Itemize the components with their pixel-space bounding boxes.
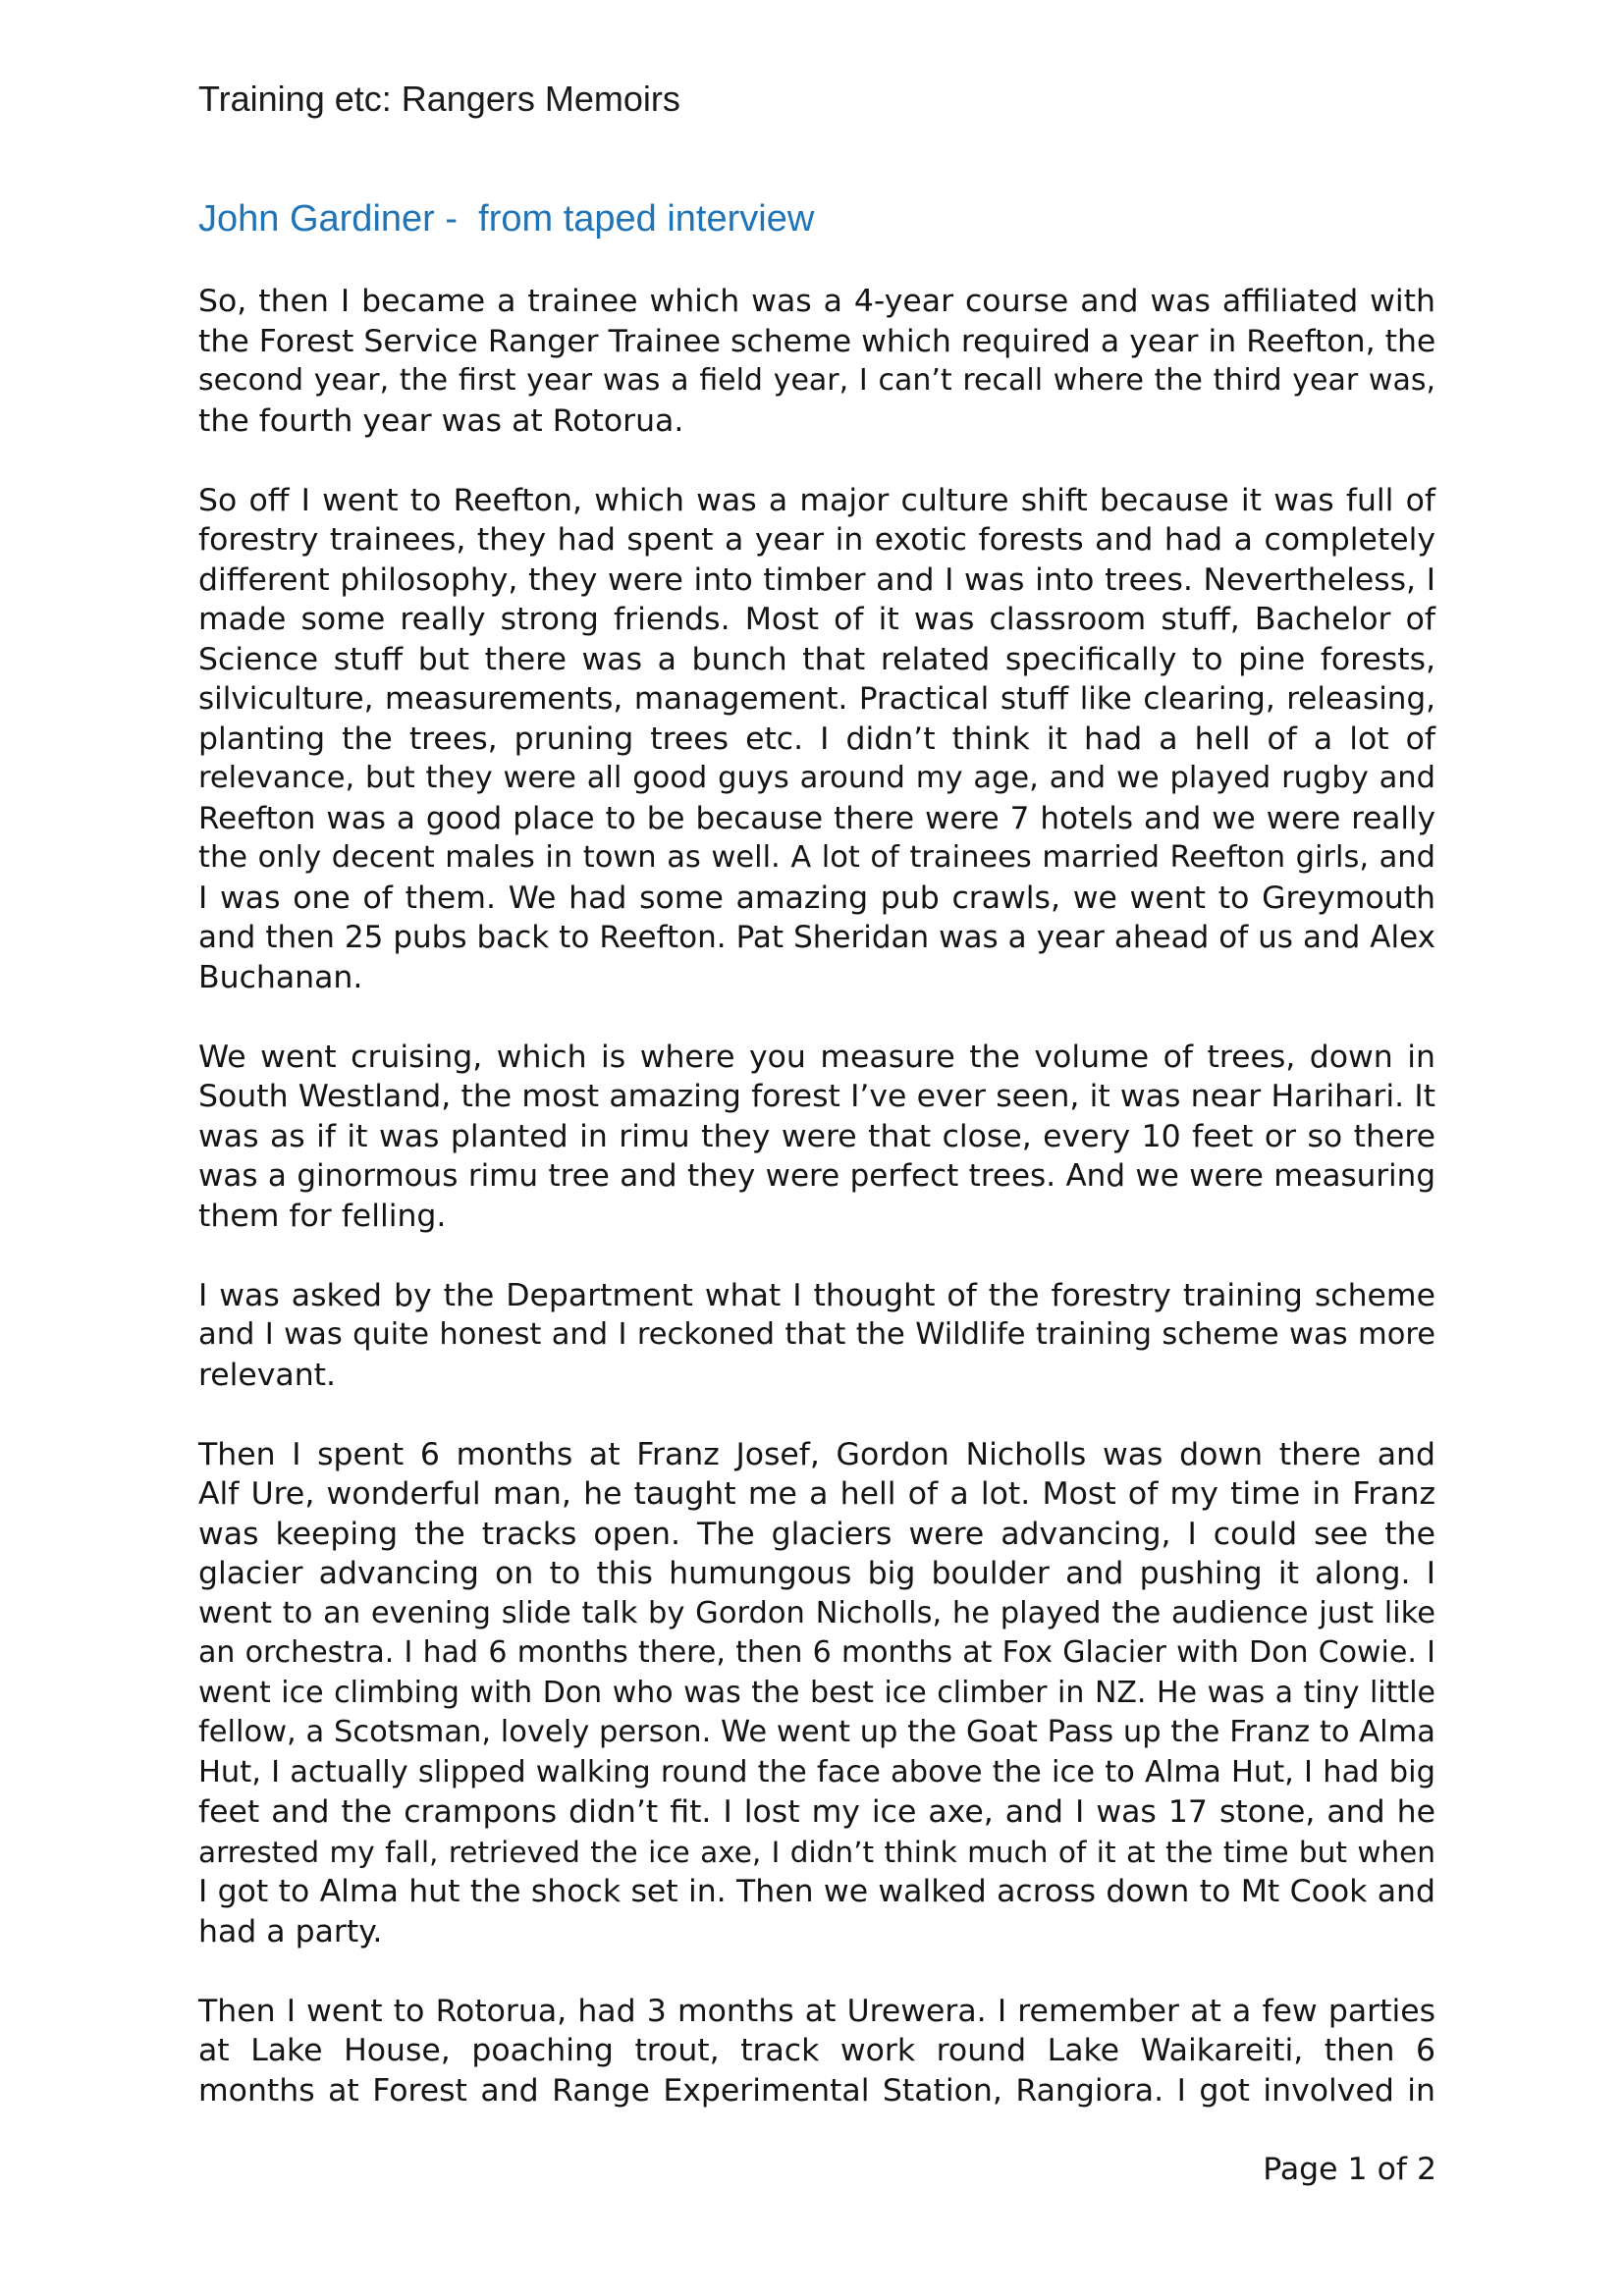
paragraph-line: forestry trainees, they had spent a year in exotic forests and had a completely — [198, 522, 1435, 558]
article-title: John Gardiner - from taped interview — [198, 198, 815, 240]
paragraph-line: made some really strong friends. Most of it was classroom stuff, Bachelor of — [198, 602, 1435, 637]
paragraph-line: glacier advancing on to this humungous big boulder and pushing it along. I — [198, 1556, 1435, 1591]
paragraph-line: at Lake House, poaching trout, track work round Lake Waikareiti, then 6 — [198, 2033, 1435, 2068]
paragraph-line: went ice climbing with Don who was the best ice climber in NZ. He was a tiny little — [198, 1675, 1435, 1710]
paragraph-line: second year, the first year was a field year, I can’t recall where the third year was, — [198, 363, 1435, 398]
paragraph-line: So off I went to Reefton, which was a major culture shift because it was full of — [198, 482, 1435, 518]
paragraph-line: Reefton was a good place to be because there were 7 hotels and we were really — [198, 800, 1435, 836]
paragraph-line: the fourth year was at Rotorua. — [198, 402, 684, 439]
paragraph — [198, 282, 1435, 441]
paragraph — [198, 1038, 1435, 1237]
paragraph-line: an orchestra. I had 6 months there, then 6 months at Fox Glacier with Don Cowie. I — [198, 1635, 1435, 1670]
paragraph-line: was a ginormous rimu tree and they were perfect trees. And we were measuring — [198, 1158, 1435, 1194]
paragraph — [198, 1435, 1435, 1952]
paragraph-line: Buchanan. — [198, 959, 363, 995]
paragraph-line: them for felling. — [198, 1198, 447, 1234]
paragraph-line: We went cruising, which is where you measure the volume of trees, down in — [198, 1039, 1435, 1075]
paragraph-line: I was asked by the Department what I thought of the forestry training scheme — [198, 1277, 1435, 1313]
page-number: Page 1 of 2 — [1263, 2152, 1436, 2187]
paragraph-line: relevance, but they were all good guys around my age, and we played rugby and — [198, 761, 1435, 795]
paragraph-line: So, then I became a trainee which was a 4-year course and was affiliated with — [198, 284, 1435, 319]
paragraph-line: and then 25 pubs back to Reefton. Pat Sheridan was a year ahead of us and Alex — [198, 920, 1435, 955]
paragraph-line: Then I spent 6 months at Franz Josef, Gordon Nicholls was down there and — [198, 1436, 1435, 1472]
document-header: Training etc: Rangers Memoirs — [198, 79, 680, 119]
paragraph-line: was keeping the tracks open. The glaciers were advancing, I could see the — [198, 1516, 1435, 1552]
paragraph-line: I was one of them. We had some amazing pub crawls, we went to Greymouth — [198, 880, 1435, 916]
paragraph-line: Then I went to Rotorua, had 3 months at Urewera. I remember at a few parties — [198, 1993, 1435, 2029]
paragraph-line: silviculture, measurements, management. Practical stuff like clearing, releasing, — [198, 681, 1435, 717]
paragraph-line: I got to Alma hut the shock set in. Then we walked across down to Mt Cook and — [198, 1874, 1435, 1909]
paragraph — [198, 1992, 1435, 2111]
paragraph-line: planting the trees, pruning trees etc. I didn’t think it had a hell of a lot of — [198, 721, 1435, 757]
paragraph-line: relevant. — [198, 1357, 337, 1393]
paragraph-line: was as if it was planted in rimu they were that close, every 10 feet or so there — [198, 1118, 1435, 1154]
paragraph-line: feet and the crampons didn’t fit. I lost my ice axe, and I was 17 stone, and he — [198, 1794, 1435, 1830]
paragraph-line: arrested my fall, retrieved the ice axe, I didn’t think much of it at the time but when — [198, 1835, 1435, 1869]
paragraph-line: months at Forest and Range Experimental Station, Rangiora. I got involved in — [198, 2072, 1435, 2109]
paragraph-line: and I was quite honest and I reckoned that the Wildlife training scheme was more — [198, 1317, 1435, 1352]
paragraph-line: the Forest Service Ranger Trainee scheme which required a year in Reefton, the — [198, 323, 1436, 359]
paragraph-line: the only decent males in town as well. A lot of trainees married Reefton girls, and — [198, 840, 1435, 875]
paragraph-line: different philosophy, they were into timber and I was into trees. Nevertheless, I — [198, 561, 1435, 598]
paragraph-line: had a party. — [198, 1913, 383, 1949]
paragraph — [198, 481, 1435, 998]
article-body — [198, 282, 1435, 2151]
paragraph-line: went to an evening slide talk by Gordon Nicholls, he played the audience just like — [198, 1595, 1435, 1630]
paragraph-line: Hut, I actually slipped walking round the face above the ice to Alma Hut, I had big — [198, 1754, 1435, 1789]
paragraph-line: Alf Ure, wonderful man, he taught me a hell of a lot. Most of my time in Franz — [198, 1476, 1435, 1512]
paragraph-line: South Westland, the most amazing forest I’ve ever seen, it was near Harihari. It — [198, 1079, 1435, 1114]
paragraph-line: fellow, a Scotsman, lovely person. We went up the Goat Pass up the Franz to Alma — [198, 1715, 1435, 1749]
paragraph-line: Science stuff but there was a bunch that related specifically to pine forests, — [198, 641, 1435, 677]
paragraph — [198, 1276, 1435, 1396]
